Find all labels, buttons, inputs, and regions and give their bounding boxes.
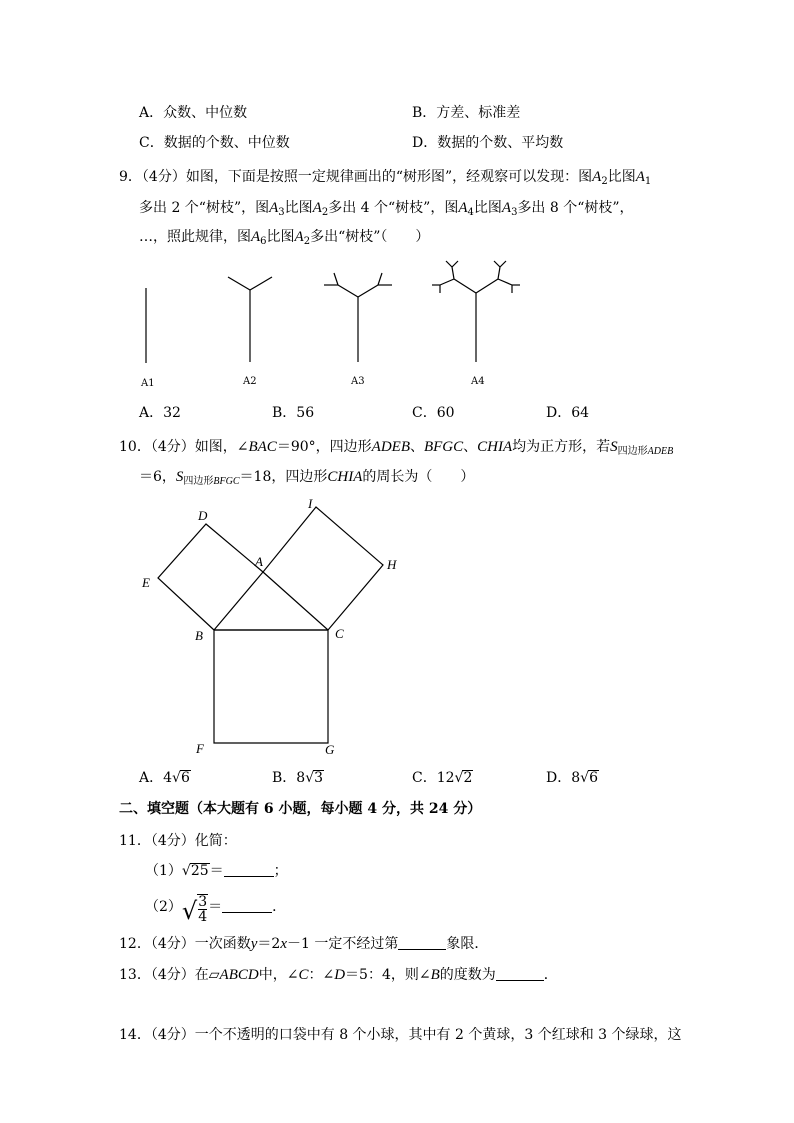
q10-text: ＝6， <box>139 469 176 485</box>
q9-var: A <box>458 200 468 216</box>
q9-var: A <box>312 200 322 216</box>
radicand: 3 <box>314 770 324 786</box>
sqrt-icon: √ <box>305 770 315 786</box>
q10-var: CHIA <box>477 439 513 455</box>
option-label: A．4 <box>139 770 173 786</box>
option-label: C．12 <box>412 770 455 786</box>
q13-text: 的度数为 <box>439 967 496 983</box>
q9-text: 多出 8 个“树枝”， <box>517 200 634 216</box>
q10-var: CHIA <box>327 469 363 485</box>
q9-sub: 2 <box>321 207 329 218</box>
q10-sub: 四边形 <box>617 446 648 457</box>
q9-text: 如图，下面是按照一定规律画出的“树形图”，经观察可以发现：图 <box>185 169 593 185</box>
q10-var: BAC <box>248 439 277 455</box>
q12-var: x <box>280 936 288 952</box>
point-label-d: D <box>198 508 208 523</box>
q13-text: ：∠ <box>308 967 335 983</box>
q11-part2 <box>145 894 286 924</box>
q12-text: －1 一定不经过第 <box>287 936 399 952</box>
option-label: B．8 <box>272 770 306 786</box>
square-adeb <box>158 524 263 630</box>
tree-a2-branch <box>228 277 250 290</box>
q9-text: 比图 <box>607 169 636 185</box>
sqrt-icon: √ <box>454 770 464 786</box>
tree-label-a3: A3 <box>351 376 365 387</box>
point-label-g: G <box>325 742 335 757</box>
q9-option-d: D．64 <box>546 405 590 421</box>
q9-sub: 4 <box>467 207 474 218</box>
q9-text: …，照此规律，图 <box>139 229 251 245</box>
q10-text: ＝18，四边形 <box>239 469 328 485</box>
q9-option-a: A．32 <box>139 405 181 421</box>
q9-option-c: C．60 <box>412 405 455 421</box>
q13-points: （4分） <box>150 967 195 983</box>
radicand: 25 <box>190 863 209 879</box>
q9-sub: 3 <box>278 207 285 218</box>
q10-option-a <box>139 769 191 787</box>
q10-sub: BFGC <box>213 476 240 487</box>
q9-text: 多出 4 个“树枝”，图 <box>328 200 459 216</box>
tree-a4-leaf <box>500 261 506 267</box>
answer-blank[interactable] <box>224 862 274 877</box>
q14-number: 14． <box>119 1027 151 1043</box>
option-label: D．8 <box>546 770 581 786</box>
q9-var: A <box>501 200 512 216</box>
tree-a3-branch <box>358 285 378 297</box>
q9-var: A <box>294 229 304 245</box>
q12-number: 12． <box>119 936 151 952</box>
q9-var: A <box>635 169 645 185</box>
q9-line2 <box>139 199 634 222</box>
q8-option-c: C．数据的个数、中位数 <box>139 135 290 151</box>
q13-number: 13． <box>119 967 151 983</box>
q9-var: A <box>251 229 261 245</box>
answer-blank[interactable] <box>496 966 544 981</box>
tree-a4-leaf <box>446 261 452 267</box>
q9-sub: 2 <box>601 176 608 187</box>
q10-line2 <box>139 468 474 491</box>
q10-points: （4分） <box>150 439 195 455</box>
sqrt-icon: √ <box>181 897 198 925</box>
q11-text: 化简： <box>194 833 237 849</box>
sqrt-icon: √ <box>181 863 191 879</box>
q9-line1 <box>119 168 651 191</box>
q13-text: 在▱ <box>194 967 220 983</box>
q11-line <box>119 832 237 850</box>
tree-a3-branch <box>338 285 358 297</box>
q13-var: C <box>298 967 309 983</box>
q9-text: 多出 2 个“树枝”，图 <box>139 200 270 216</box>
q9-sub: 1 <box>644 176 652 187</box>
tree-label-a4: A4 <box>471 376 485 387</box>
tree-a4-branch <box>454 279 476 293</box>
tree-a4-leaf <box>494 261 500 267</box>
q9-text: 多出“树枝”（ ） <box>310 229 430 245</box>
tree-a3-twig <box>378 273 382 285</box>
part-label: （1） <box>145 863 182 879</box>
tree-a4-twig <box>440 279 454 285</box>
q9-option-b: B．56 <box>272 405 315 421</box>
q9-text: 比图 <box>284 200 313 216</box>
q14-text: 一个不透明的口袋中有 8 个小球，其中有 2 个黄球，3 个红球和 3 个绿球，这 <box>194 1027 682 1043</box>
q12-var: y <box>250 936 258 952</box>
squares-figure <box>130 495 420 770</box>
point-label-f: F <box>196 741 204 756</box>
numerator: 3 <box>198 894 208 910</box>
point-label-e: E <box>142 575 150 590</box>
radicand: 2 <box>463 770 473 786</box>
equals: ＝ <box>209 863 224 879</box>
tree-a4-leaf <box>452 261 458 267</box>
part-label: （2） <box>145 899 182 915</box>
q13-line <box>119 966 558 984</box>
q10-text: 均为正方形，若 <box>512 439 611 455</box>
q9-sub: 6 <box>260 236 267 247</box>
q10-text: 的周长为（ ） <box>362 469 475 485</box>
q14-points: （4分） <box>150 1027 195 1043</box>
punct: ． <box>272 899 287 915</box>
tree-a4-twig <box>498 279 512 285</box>
point-label-a: A <box>255 554 263 569</box>
q9-sub: 3 <box>511 207 518 218</box>
q9-var: A <box>269 200 279 216</box>
q13-var: D <box>334 967 346 983</box>
q9-points: （4分） <box>141 169 186 185</box>
punct: ； <box>273 863 288 879</box>
q11-number: 11． <box>119 833 151 849</box>
punct: ． <box>543 967 558 983</box>
q8-option-a: A．众数、中位数 <box>139 105 248 121</box>
point-label-h: H <box>387 557 397 572</box>
q10-option-c <box>412 769 473 787</box>
q9-text: 比图 <box>473 200 502 216</box>
q9-number: 9． <box>119 169 142 185</box>
answer-blank[interactable] <box>398 935 446 950</box>
square-bfgc <box>214 630 328 743</box>
q9-var: A <box>592 169 602 185</box>
point-label-c: C <box>335 626 344 641</box>
q14-line <box>119 1026 682 1044</box>
tree-label-a1: A1 <box>141 378 155 389</box>
sqrt-icon: √ <box>580 770 590 786</box>
q11-points: （4分） <box>150 833 195 849</box>
point-label-b: B <box>195 628 203 643</box>
fraction <box>197 894 208 924</box>
section-heading: 二、填空题（本大题有 6 小题，每小题 4 分，共 24 分） <box>119 801 482 817</box>
q9-line3 <box>139 228 429 251</box>
q13-var: B <box>430 967 440 983</box>
q10-option-d <box>546 769 599 787</box>
q12-text: 一次函数 <box>194 936 251 952</box>
equals: ＝ <box>208 899 223 915</box>
tree-a4-branch <box>476 279 498 293</box>
q10-var: ADEB <box>371 439 410 455</box>
q12-text: ＝2 <box>257 936 281 952</box>
answer-blank[interactable] <box>222 898 272 913</box>
q12-points: （4分） <box>150 936 195 952</box>
q10-sub: ADEB <box>647 446 674 457</box>
tree-a3-twig <box>334 273 338 285</box>
q10-text: 如图，∠ <box>194 439 249 455</box>
q10-var: BFGC <box>423 439 464 455</box>
q8-option-b: B．方差、标准差 <box>412 105 521 121</box>
tree-figures <box>120 255 560 395</box>
q12-line <box>119 935 488 953</box>
q13-var: ABCD <box>219 967 259 983</box>
q12-text: 象限． <box>446 936 489 952</box>
q13-text: 中，∠ <box>258 967 299 983</box>
q10-line1 <box>119 438 673 461</box>
sqrt-icon: √ <box>172 770 181 786</box>
tree-a4-twig <box>498 267 500 279</box>
radicand: 6 <box>180 770 190 786</box>
q11-part1 <box>145 862 288 880</box>
tree-a4-twig <box>452 267 454 279</box>
q10-option-b <box>272 769 324 787</box>
radicand: 6 <box>589 770 598 786</box>
q10-text: 、 <box>409 439 424 455</box>
q13-text: ＝5：4，则∠ <box>345 967 431 983</box>
point-label-i: I <box>308 496 313 511</box>
q10-var: S <box>610 439 618 455</box>
q10-text: 、 <box>463 439 478 455</box>
q9-sub: 2 <box>303 236 311 247</box>
q10-sub: 四边形 <box>183 476 214 487</box>
tree-label-a2: A2 <box>243 376 257 387</box>
tree-a2-branch <box>250 277 272 290</box>
square-chia <box>263 507 383 630</box>
q9-text: 比图 <box>266 229 295 245</box>
q10-text: ＝90°，四边形 <box>276 439 372 455</box>
q8-option-d: D．数据的个数、平均数 <box>412 135 564 151</box>
q10-var: S <box>175 469 184 485</box>
q10-number: 10． <box>119 439 151 455</box>
denominator: 4 <box>198 909 208 925</box>
